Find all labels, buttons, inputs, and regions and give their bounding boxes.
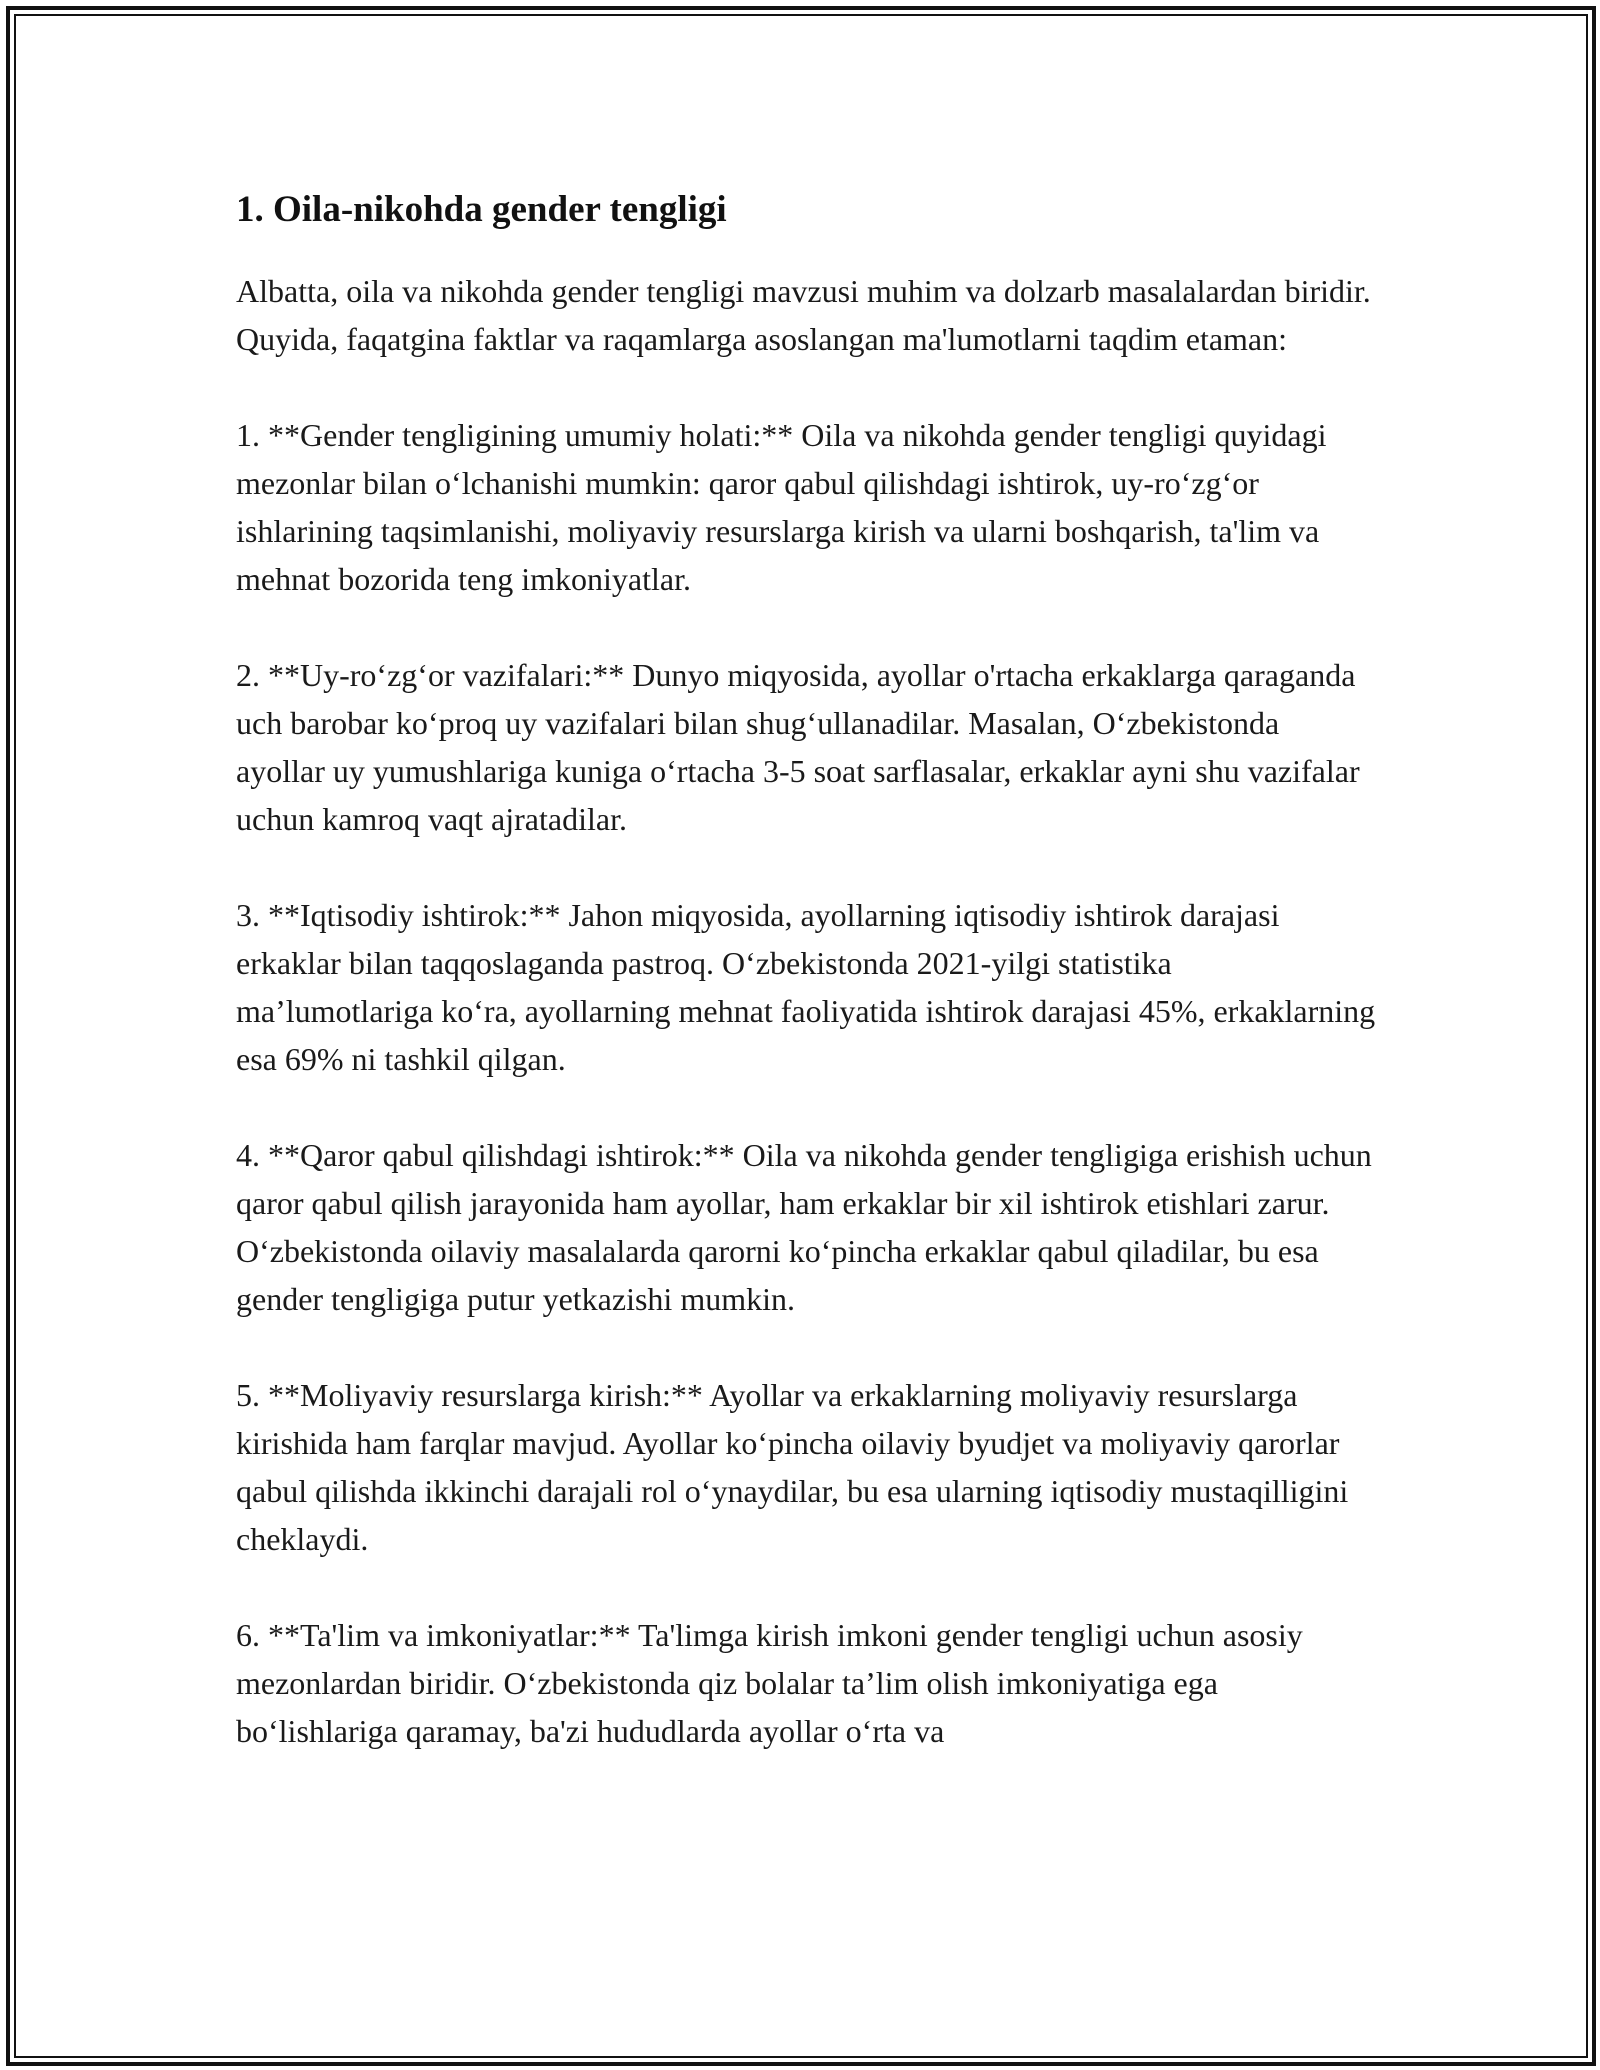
paragraph-item-3: 3. **Iqtisodiy ishtirok:** Jahon miqyosida, ayollarning iqtisodiy ishtirok darajasi erkaklar bilan taqqoslaganda pastroq. O‘zbekistonda 2021-yilgi statistika ma’lumotlariga ko‘ra, ayollarning mehnat faoliyatida ishtirok darajasi 45%, erkaklarning esa 69% ni tashkil qilgan. xyxy=(236,897,1376,1077)
paragraph-item-4: 4. **Qaror qabul qilishdagi ishtirok:** Oila va nikohda gender tengligiga erishish uchun qaror qabul qilish jarayonida ham ayollar, ham erkaklar bir xil ishtirok etishlari zarur. O‘zbekistonda oilaviy masalalarda qarorni ko‘pincha erkaklar qabul qiladilar, bu esa gender tengligiga putur yetkazishi mumkin. xyxy=(236,1137,1372,1317)
paragraph-item-6: 6. **Ta'lim va imkoniyatlar:** Ta'limga kirish imkoni gender tengligi uchun asosiy mezonlardan biridir. O‘zbekistonda qiz bolalar ta’lim olish imkoniyatiga ega bo‘lishlariga qaramay, ba'zi hududlarda ayollar o‘rta va xyxy=(236,1617,1303,1749)
paragraph-item-5: 5. **Moliyaviy resurslarga kirish:** Ayollar va erkaklarning moliyaviy resurslarga kirishida ham farqlar mavjud. Ayollar ko‘pincha oilaviy byudjet va moliyaviy qarorlar qabul qilishda ikkinchi darajali rol o‘ynaydilar, bu esa ularning iqtisodiy mustaqilligini cheklaydi. xyxy=(236,1377,1349,1557)
document-title: 1. Oila-nikohda gender tengligi xyxy=(236,189,727,230)
document-body xyxy=(236,186,1376,1803)
paragraph-item-2: 2. **Uy-ro‘zg‘or vazifalari:** Dunyo miqyosida, ayollar o'rtacha erkaklarga qaraganda uch barobar ko‘proq uy vazifalari bilan shug‘ullanadilar. Masalan, O‘zbekistonda ayollar uy yumushlariga kuniga o‘rtacha 3-5 soat sarflasalar, erkaklar ayni shu vazifalar uchun kamroq vaqt ajratadilar. xyxy=(236,657,1360,837)
paragraph-item-1: 1. **Gender tengligining umumiy holati:** Oila va nikohda gender tengligi quyidagi mezonlar bilan o‘lchanishi mumkin: qaror qabul qilishdagi ishtirok, uy-ro‘zg‘or ishlarining taqsimlanishi, moliyaviy resurslarga kirish va ularni boshqarish, ta'lim va mehnat bozorida teng imkoniyatlar. xyxy=(236,417,1327,597)
paragraph-intro: Albatta, oila va nikohda gender tengligi mavzusi muhim va dolzarb masalalardan biridir. Quyida, faqatgina faktlar va raqamlarga asoslangan ma'lumotlarni taqdim etaman: xyxy=(236,273,1371,357)
